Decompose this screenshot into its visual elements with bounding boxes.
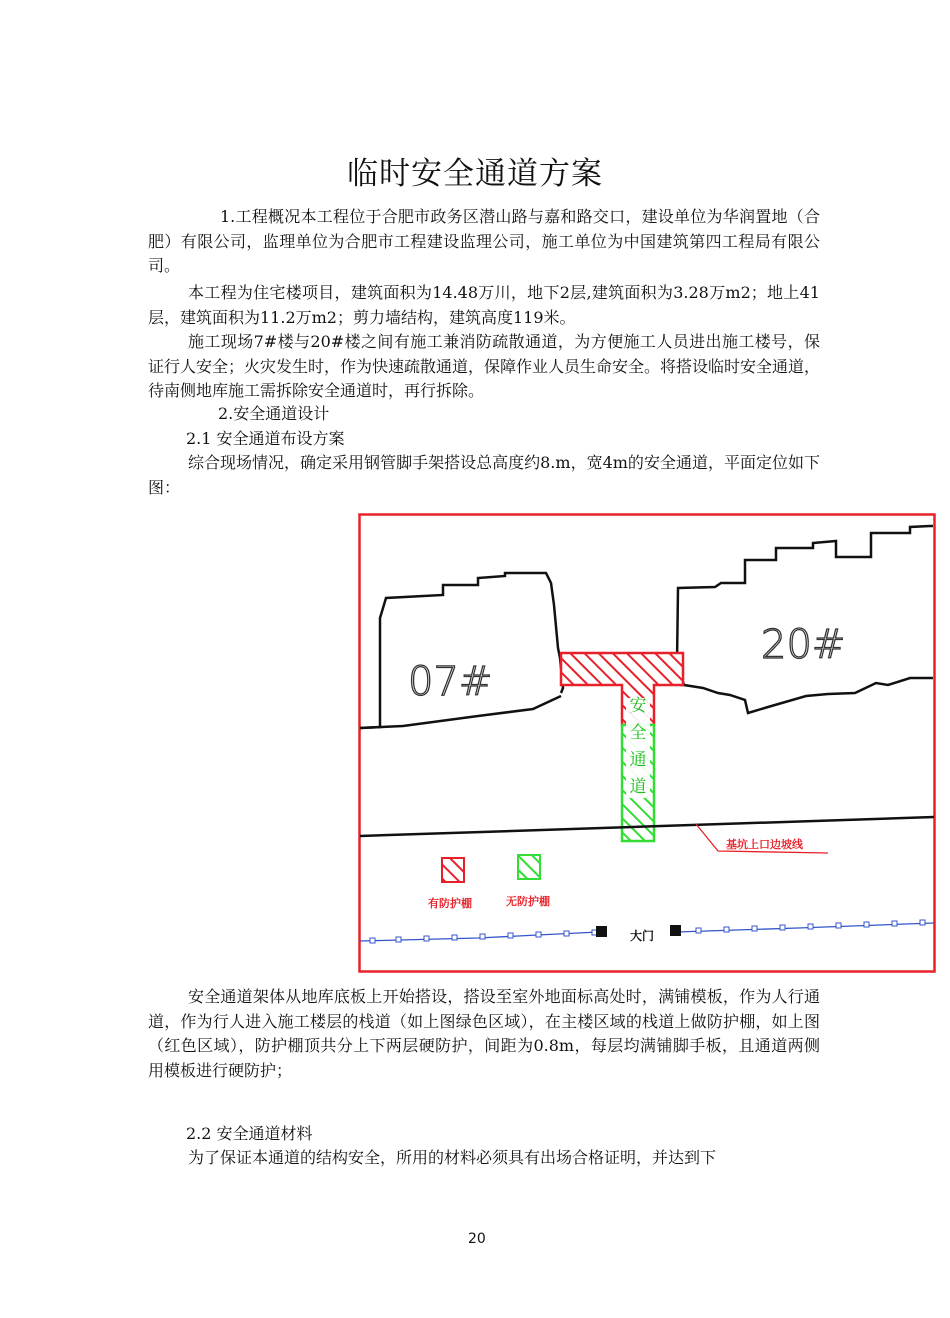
paragraph-site-channel: 施工现场7#楼与20#楼之间有施工兼消防疏散通道，为方便施工人员进出施工楼号，保证行人安全；火灾发生时，作为快速疏散通道，保障作业人员生命安全。将搭设临时安全通道，待南侧地库施工需拆除安全通道时，再行拆除。 xyxy=(148,332,821,400)
section-heading-design: 2.安全通道设计 xyxy=(218,404,330,423)
paragraph-project-scale: 本工程为住宅楼项目，建筑面积为14.48万川，地下2层,建筑面积为3.28万m2；地上41层，建筑面积为11.2万m2；剪力墙结构，建筑高度119米。 xyxy=(148,283,820,327)
page-number: 20 xyxy=(468,1231,486,1247)
channel-char-4: 道 xyxy=(629,777,647,797)
paragraph-project-overview: 1.工程概况本工程位于合肥市政务区潜山路与嘉和路交口，建设单位为华润置地（合肥）有限公司，监理单位为合肥市工程建设监理公司，施工单位为中国建筑第四工程局有限公司。 xyxy=(148,207,820,275)
legend-red-swatch xyxy=(442,858,464,882)
subsection-heading-materials: 2.2 安全通道材料 xyxy=(186,1124,313,1143)
gate-label: 大门 xyxy=(630,929,655,943)
paragraph-layout-description: 综合现场情况，确定采用钢管脚手架搭设总高度约8.m，宽4m的安全通道，平面定位如下图： xyxy=(148,453,820,497)
channel-char-1: 安 xyxy=(629,696,647,716)
legend-red-label: 有防护棚 xyxy=(428,897,472,910)
subsection-heading-layout: 2.1 安全通道布设方案 xyxy=(186,429,345,448)
paragraph-materials: 为了保证本通道的结构安全，所用的材料必须具有出场合格证明，并达到下 xyxy=(188,1148,717,1167)
legend-green-label: 无防护棚 xyxy=(506,895,550,908)
site-plan-figure xyxy=(358,513,936,973)
building-07-label: 07# xyxy=(408,659,493,705)
channel-char-2: 全 xyxy=(629,723,647,743)
paragraph-walkway-construction: 安全通道架体从地库底板上开始搭设，搭设至室外地面标高处时，满铺模板，作为人行通道，作为行人进入施工楼层的栈道（如上图绿色区域），在主楼区域的栈道上做防护棚，如上图（红色区域），防护棚顶共分上下两层硬防护，间距为0.8m，每层均满铺脚手板，且通道两侧用模板进行硬防护； xyxy=(148,987,820,1080)
pit-edge-label: 基坑上口边坡线 xyxy=(726,838,803,851)
gate-post-left xyxy=(596,926,607,937)
channel-char-3: 通 xyxy=(629,750,647,770)
legend-green-swatch xyxy=(518,855,540,879)
gate-post-right xyxy=(670,925,681,936)
page-title: 临时安全通道方案 xyxy=(347,156,603,192)
building-20-label: 20# xyxy=(761,622,846,668)
